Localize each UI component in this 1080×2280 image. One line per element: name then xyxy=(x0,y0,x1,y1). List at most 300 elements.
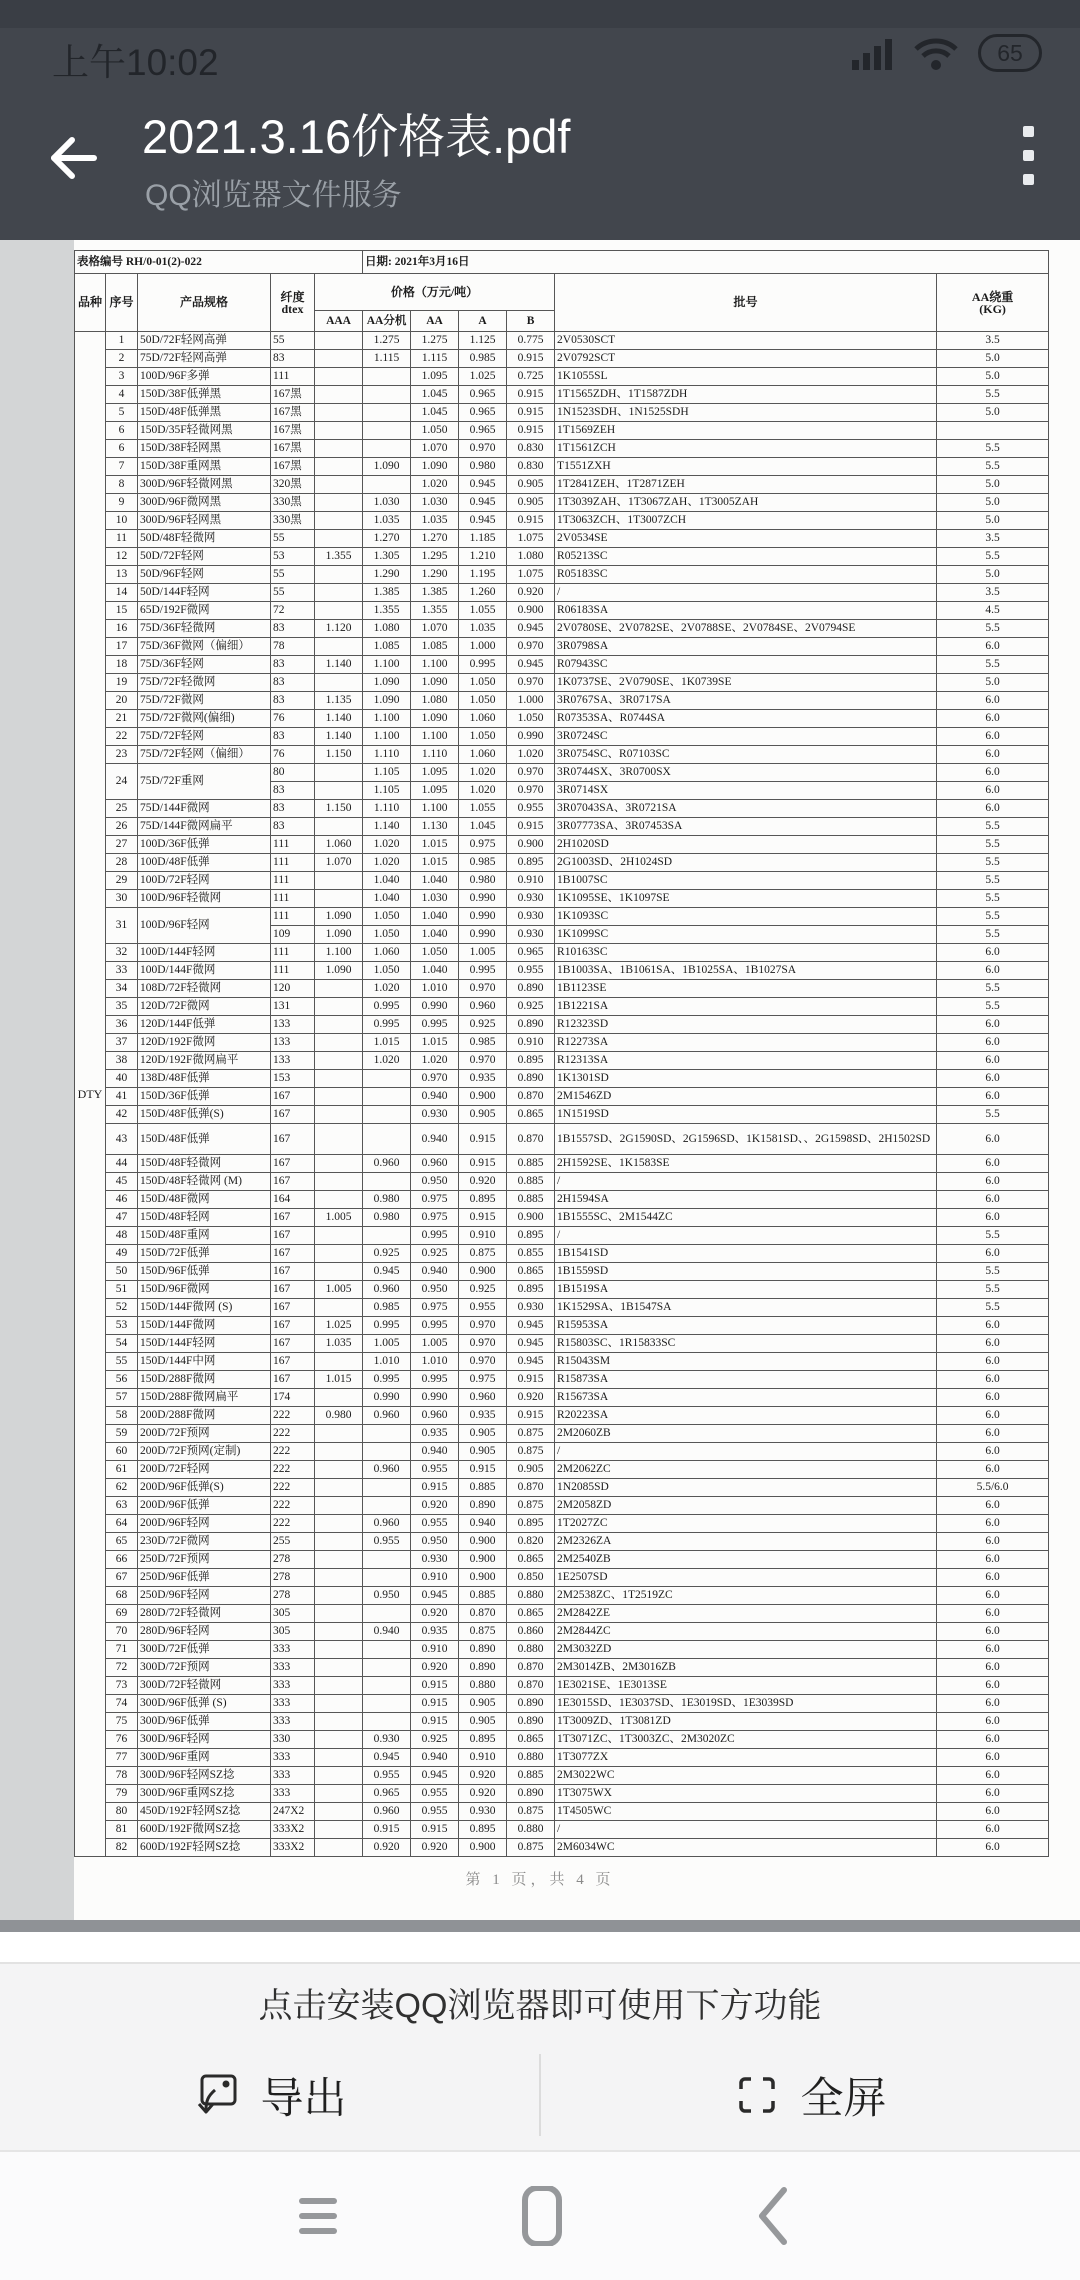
table-row xyxy=(75,368,1049,386)
cell-num xyxy=(363,1443,411,1461)
table-row xyxy=(75,656,1049,674)
cell-dtex: 83 xyxy=(271,620,315,638)
cell-num: 0.945 xyxy=(507,620,555,638)
cell-dtex: 109 xyxy=(271,926,315,944)
cell-num: 0.970 xyxy=(459,980,507,998)
cell-spec: 75D/72F微网(偏细) xyxy=(138,710,271,728)
cell-seq: 28 xyxy=(106,854,138,872)
cell-num: 0.960 xyxy=(363,1803,411,1821)
cell-wt: 6.0 xyxy=(937,1353,1049,1371)
cell-dtex: 153 xyxy=(271,1070,315,1088)
cell-seq: 71 xyxy=(106,1641,138,1659)
cell-num: 1.260 xyxy=(459,584,507,602)
cell-wt: 6.0 xyxy=(937,1749,1049,1767)
cell-num: 1.115 xyxy=(363,350,411,368)
cell-seq: 48 xyxy=(106,1227,138,1245)
cell-num: 1.020 xyxy=(363,980,411,998)
cell-num: 0.940 xyxy=(411,1263,459,1281)
cell-dtex: 55 xyxy=(271,332,315,350)
cell-wt: 6.0 xyxy=(937,1533,1049,1551)
cell-wt: 5.0 xyxy=(937,350,1049,368)
cell-num: 1.045 xyxy=(411,386,459,404)
cell-dtex: 167 xyxy=(271,1124,315,1155)
cell-dtex: 120 xyxy=(271,980,315,998)
cell-batch: 2M2538ZC、1T2519ZC xyxy=(555,1587,937,1605)
export-button[interactable] xyxy=(0,2040,539,2150)
cell-num: 0.880 xyxy=(507,1821,555,1839)
cell-dtex: 83 xyxy=(271,692,315,710)
cell-wt: 5.5 xyxy=(937,386,1049,404)
cell-num: 1.055 xyxy=(459,800,507,818)
cell-num: 1.075 xyxy=(507,566,555,584)
cell-num: 0.970 xyxy=(459,1335,507,1353)
cell-seq: 58 xyxy=(106,1407,138,1425)
cell-num: 0.915 xyxy=(459,1209,507,1227)
cell-num: 0.945 xyxy=(459,476,507,494)
table-row xyxy=(75,1785,1049,1803)
cell-num xyxy=(315,422,363,440)
cell-num: 0.970 xyxy=(459,1317,507,1335)
cell-wt: 5.0 xyxy=(937,368,1049,386)
cell-num: 0.940 xyxy=(459,1515,507,1533)
cell-wt: 6.0 xyxy=(937,1034,1049,1052)
cell-batch: R10163SC xyxy=(555,944,937,962)
cell-spec: 200D/72F轻网 xyxy=(138,1461,271,1479)
cell-dtex: 55 xyxy=(271,566,315,584)
table-row xyxy=(75,620,1049,638)
cell-seq: 22 xyxy=(106,728,138,746)
cell-num: 1.025 xyxy=(459,368,507,386)
cell-num: 1.050 xyxy=(363,926,411,944)
cell-num: 0.970 xyxy=(459,1353,507,1371)
cell-spec: 300D/96F重网 xyxy=(138,1749,271,1767)
cell-batch: 1B1003SA、1B1061SA、1B1025SA、1B1027SA xyxy=(555,962,937,980)
cell-dtex: 333 xyxy=(271,1695,315,1713)
cell-num: 0.915 xyxy=(459,1155,507,1173)
cell-num xyxy=(315,1461,363,1479)
cell-num: 0.990 xyxy=(363,1389,411,1407)
cell-num: 0.910 xyxy=(507,872,555,890)
cell-num: 1.035 xyxy=(363,512,411,530)
cell-num: 1.090 xyxy=(411,458,459,476)
cell-batch: R15043SM xyxy=(555,1353,937,1371)
cell-num: 0.915 xyxy=(411,1713,459,1731)
cell-wt: 6.0 xyxy=(937,746,1049,764)
cell-spec: 150D/48F低弹 xyxy=(138,1124,271,1155)
table-row xyxy=(75,890,1049,908)
cell-num: 0.870 xyxy=(507,1479,555,1497)
cell-seq: 33 xyxy=(106,962,138,980)
cell-num: 1.045 xyxy=(459,818,507,836)
cell-num: 1.120 xyxy=(315,620,363,638)
cell-batch: R15803SC、1R15833SC xyxy=(555,1335,937,1353)
cell-spec: 75D/72F轻网 xyxy=(138,728,271,746)
cell-dtex: 167 xyxy=(271,1245,315,1263)
cell-wt: 5.5 xyxy=(937,620,1049,638)
cell-num xyxy=(315,872,363,890)
col-header-aafj: AA分机 xyxy=(363,311,411,332)
cell-num: 0.920 xyxy=(507,584,555,602)
cell-num: 0.915 xyxy=(507,818,555,836)
table-row xyxy=(75,1173,1049,1191)
cell-spec: 50D/72F轻网 xyxy=(138,548,271,566)
cell-num xyxy=(315,638,363,656)
cell-num: 0.820 xyxy=(507,1533,555,1551)
cell-wt: 5.5 xyxy=(937,980,1049,998)
cell-batch: 1B1559SD xyxy=(555,1263,937,1281)
cell-num: 0.980 xyxy=(315,1407,363,1425)
cell-num: 1.035 xyxy=(315,1335,363,1353)
cell-batch: 3R0754SC、R07103SC xyxy=(555,746,937,764)
cell-batch: R05183SC xyxy=(555,566,937,584)
price-table xyxy=(74,250,1049,1857)
cell-num: 0.960 xyxy=(363,1407,411,1425)
cell-wt: 6.0 xyxy=(937,1695,1049,1713)
cell-spec: 75D/72F轻网（偏细） xyxy=(138,746,271,764)
table-row xyxy=(75,1569,1049,1587)
cell-batch: 2M6034WC xyxy=(555,1839,937,1857)
cell-num: 1.080 xyxy=(411,692,459,710)
cell-wt: 5.5 xyxy=(937,998,1049,1016)
cell-num: 0.725 xyxy=(507,368,555,386)
cell-num: 0.995 xyxy=(411,1317,459,1335)
cell-num xyxy=(315,1124,363,1155)
cell-num: 0.915 xyxy=(507,350,555,368)
cell-num: 0.775 xyxy=(507,332,555,350)
cell-num: 0.900 xyxy=(507,1209,555,1227)
table-row xyxy=(75,1353,1049,1371)
cell-batch: / xyxy=(555,1443,937,1461)
cell-num: 1.140 xyxy=(315,710,363,728)
app-bar xyxy=(0,90,1080,240)
cell-num: 1.020 xyxy=(459,764,507,782)
cell-seq: 72 xyxy=(106,1659,138,1677)
cell-batch: 1N1519SD xyxy=(555,1106,937,1124)
cell-seq: 61 xyxy=(106,1461,138,1479)
cell-num xyxy=(315,530,363,548)
cell-num: 0.880 xyxy=(507,1641,555,1659)
cell-num: 0.895 xyxy=(507,1515,555,1533)
cell-dtex: 333 xyxy=(271,1713,315,1731)
cell-seq: 50 xyxy=(106,1263,138,1281)
table-row xyxy=(75,1677,1049,1695)
cell-num xyxy=(315,566,363,584)
cell-num: 1.095 xyxy=(411,764,459,782)
cell-seq: 1 xyxy=(106,332,138,350)
cell-num: 1.050 xyxy=(507,710,555,728)
cell-seq: 19 xyxy=(106,674,138,692)
cell-batch: 1T3063ZCH、1T3007ZCH xyxy=(555,512,937,530)
cell-batch: R12313SA xyxy=(555,1052,937,1070)
pdf-viewer xyxy=(0,240,1080,1920)
table-row xyxy=(75,1335,1049,1353)
cell-wt: 6.0 xyxy=(937,1659,1049,1677)
fullscreen-icon xyxy=(735,2073,779,2117)
cell-dtex: 53 xyxy=(271,548,315,566)
cell-seq: 12 xyxy=(106,548,138,566)
cell-num: 1.005 xyxy=(459,944,507,962)
cell-seq: 4 xyxy=(106,386,138,404)
cell-num: 0.875 xyxy=(459,1623,507,1641)
cell-num: 0.920 xyxy=(411,1659,459,1677)
cell-num: 1.010 xyxy=(411,980,459,998)
cell-num xyxy=(315,1106,363,1124)
cell-num: 0.880 xyxy=(507,1749,555,1767)
cell-num xyxy=(315,1389,363,1407)
cell-batch: R15873SA xyxy=(555,1371,937,1389)
cell-batch: R05213SC xyxy=(555,548,937,566)
table-row xyxy=(75,854,1049,872)
cell-seq: 47 xyxy=(106,1209,138,1227)
nav-home-icon[interactable] xyxy=(520,2186,564,2246)
table-row xyxy=(75,638,1049,656)
cell-spec: 300D/72F轻微网 xyxy=(138,1677,271,1695)
cell-num: 0.870 xyxy=(507,1124,555,1155)
cell-batch: 1T3077ZX xyxy=(555,1749,937,1767)
cell-num xyxy=(315,1173,363,1191)
cell-num: 0.915 xyxy=(507,1407,555,1425)
cell-num xyxy=(315,1767,363,1785)
cell-spec: 200D/96F低弹(S) xyxy=(138,1479,271,1497)
cell-dtex: 111 xyxy=(271,944,315,962)
cell-wt: 5.0 xyxy=(937,476,1049,494)
cell-num: 0.955 xyxy=(411,1461,459,1479)
cell-wt: 5.5 xyxy=(937,908,1049,926)
back-arrow-icon[interactable] xyxy=(42,128,102,188)
cell-batch: 1K1055SL xyxy=(555,368,937,386)
cell-wt: 6.0 xyxy=(937,800,1049,818)
cell-num: 0.875 xyxy=(507,1839,555,1857)
cell-seq: 60 xyxy=(106,1443,138,1461)
col-header-variety: 品种 xyxy=(75,274,106,332)
cell-num xyxy=(315,1821,363,1839)
cell-num: 0.905 xyxy=(459,1106,507,1124)
cell-num: 0.920 xyxy=(411,1497,459,1515)
cell-dtex: 222 xyxy=(271,1425,315,1443)
status-bar xyxy=(0,0,1080,90)
cell-num: 0.900 xyxy=(459,1263,507,1281)
cell-dtex: 174 xyxy=(271,1389,315,1407)
cell-num: 1.110 xyxy=(363,800,411,818)
cell-spec: 120D/192F微网 xyxy=(138,1034,271,1052)
cell-num: 1.005 xyxy=(315,1281,363,1299)
cell-num: 0.955 xyxy=(363,1767,411,1785)
cell-dtex: 167 xyxy=(271,1173,315,1191)
cell-batch: 1B1123SE xyxy=(555,980,937,998)
cell-batch: 1E3015SD、1E3037SD、1E3019SD、1E3039SD xyxy=(555,1695,937,1713)
install-banner[interactable] xyxy=(0,1962,1080,2040)
cell-wt: 6.0 xyxy=(937,962,1049,980)
cell-dtex: 330黑 xyxy=(271,512,315,530)
cell-seq: 41 xyxy=(106,1088,138,1106)
cell-num xyxy=(315,368,363,386)
cell-spec: 65D/192F微网 xyxy=(138,602,271,620)
cell-dtex: 333X2 xyxy=(271,1839,315,1857)
cell-seq: 82 xyxy=(106,1839,138,1857)
cell-batch: 2V0530SCT xyxy=(555,332,937,350)
cell-num xyxy=(315,1569,363,1587)
cell-num: 1.060 xyxy=(315,836,363,854)
cell-num: 1.100 xyxy=(315,944,363,962)
cell-num: 0.890 xyxy=(459,1497,507,1515)
cell-num: 1.150 xyxy=(315,800,363,818)
cell-num: 1.050 xyxy=(363,962,411,980)
cell-dtex: 330 xyxy=(271,1731,315,1749)
cell-num: 0.940 xyxy=(411,1443,459,1461)
cell-num: 0.985 xyxy=(459,854,507,872)
cell-dtex: 167黑 xyxy=(271,440,315,458)
cell-dtex: 78 xyxy=(271,638,315,656)
cell-num: 0.885 xyxy=(459,1587,507,1605)
cell-wt: 6.0 xyxy=(937,1088,1049,1106)
cell-seq: 32 xyxy=(106,944,138,962)
cell-num: 0.970 xyxy=(459,440,507,458)
cell-seq: 10 xyxy=(106,512,138,530)
cell-spec: 600D/192F微网SZ捻 xyxy=(138,1821,271,1839)
cell-spec: 150D/48F轻微网 xyxy=(138,1155,271,1173)
cell-num: 0.965 xyxy=(459,386,507,404)
cell-batch: 1B1541SD xyxy=(555,1245,937,1263)
cell-batch: 2V0792SCT xyxy=(555,350,937,368)
cell-dtex: 83 xyxy=(271,800,315,818)
cell-num xyxy=(315,782,363,800)
cell-spec: 100D/144F轻网 xyxy=(138,944,271,962)
cell-num: 0.875 xyxy=(507,1425,555,1443)
cell-dtex: 83 xyxy=(271,782,315,800)
cell-num: 1.100 xyxy=(411,656,459,674)
cell-spec: 75D/36F轻网 xyxy=(138,656,271,674)
cell-num xyxy=(363,1695,411,1713)
cell-batch: 2G1003SD、2H1024SD xyxy=(555,854,937,872)
cell-num: 1.140 xyxy=(315,656,363,674)
cell-dtex: 167 xyxy=(271,1353,315,1371)
cell-num: 0.950 xyxy=(411,1173,459,1191)
cell-spec: 108D/72F轻微网 xyxy=(138,980,271,998)
cell-num: 1.080 xyxy=(363,620,411,638)
cell-num xyxy=(363,1479,411,1497)
cell-batch: 2M3032ZD xyxy=(555,1641,937,1659)
kebab-menu-icon[interactable] xyxy=(1023,126,1034,185)
cell-wt: 6.0 xyxy=(937,1425,1049,1443)
form-date: 日期: 2021年3月16日 xyxy=(363,251,1049,274)
cell-dtex: 333 xyxy=(271,1785,315,1803)
cell-num: 1.005 xyxy=(411,1335,459,1353)
cell-batch: 2M3022WC xyxy=(555,1767,937,1785)
cell-num: 1.015 xyxy=(363,1034,411,1052)
cell-spec: 50D/96F轻网 xyxy=(138,566,271,584)
cell-num: 1.295 xyxy=(411,548,459,566)
cell-num: 0.925 xyxy=(363,1245,411,1263)
table-row xyxy=(75,998,1049,1016)
table-row xyxy=(75,440,1049,458)
cell-batch: 3R07043SA、3R0721SA xyxy=(555,800,937,818)
cell-num: 0.975 xyxy=(411,1209,459,1227)
cell-num: 0.915 xyxy=(507,1371,555,1389)
cell-dtex: 83 xyxy=(271,728,315,746)
cell-wt: 5.5 xyxy=(937,1281,1049,1299)
cell-num: 0.960 xyxy=(363,1281,411,1299)
cell-num: 0.925 xyxy=(459,1016,507,1034)
cell-seq: 27 xyxy=(106,836,138,854)
cell-num: 1.385 xyxy=(411,584,459,602)
cell-num: 1.055 xyxy=(459,602,507,620)
cell-wt: 5.5 xyxy=(937,890,1049,908)
cell-spec: 150D/144F中网 xyxy=(138,1353,271,1371)
cell-num: 0.930 xyxy=(507,908,555,926)
cell-num: 0.920 xyxy=(411,1605,459,1623)
nav-menu-icon[interactable] xyxy=(296,2186,340,2246)
cell-spec: 300D/96F微网黑 xyxy=(138,494,271,512)
nav-back-icon[interactable] xyxy=(756,2186,790,2246)
cell-spec: 300D/72F预网 xyxy=(138,1659,271,1677)
cell-batch: 2M2060ZB xyxy=(555,1425,937,1443)
cell-num: 0.955 xyxy=(459,1299,507,1317)
cell-spec: 300D/72F低弹 xyxy=(138,1641,271,1659)
table-row xyxy=(75,1106,1049,1124)
cell-wt: 6.0 xyxy=(937,1623,1049,1641)
cell-num: 1.140 xyxy=(315,728,363,746)
cell-seq: 53 xyxy=(106,1317,138,1335)
table-row xyxy=(75,458,1049,476)
cell-wt: 6.0 xyxy=(937,1803,1049,1821)
cell-num: 1.135 xyxy=(315,692,363,710)
cell-batch: 1T1561ZCH xyxy=(555,440,937,458)
cell-wt: 6.0 xyxy=(937,1461,1049,1479)
cell-num: 1.005 xyxy=(315,1209,363,1227)
document-title: 2021.3.16价格表.pdf xyxy=(142,110,571,163)
table-row xyxy=(75,476,1049,494)
cell-wt: 5.0 xyxy=(937,674,1049,692)
cell-dtex: 333 xyxy=(271,1677,315,1695)
cell-spec: 250D/72F预网 xyxy=(138,1551,271,1569)
cell-num: 0.935 xyxy=(411,1623,459,1641)
cell-num: 1.385 xyxy=(363,584,411,602)
cell-num: 1.105 xyxy=(363,764,411,782)
cell-num: 0.865 xyxy=(507,1605,555,1623)
cell-wt: 6.0 xyxy=(937,1677,1049,1695)
status-time: 上午10:02 xyxy=(52,42,219,83)
cell-batch: 1K1093SC xyxy=(555,908,937,926)
fullscreen-button[interactable] xyxy=(541,2040,1080,2150)
cell-num: 0.875 xyxy=(507,1497,555,1515)
cell-batch: 1K1095SE、1K1097SE xyxy=(555,890,937,908)
cell-num: 0.980 xyxy=(363,1191,411,1209)
table-row xyxy=(75,1803,1049,1821)
cell-batch: 3R0744SX、3R0700SX xyxy=(555,764,937,782)
col-header-aa: AA xyxy=(411,311,459,332)
cell-num: 0.915 xyxy=(507,404,555,422)
cell-num xyxy=(363,1173,411,1191)
cell-spec: 280D/72F轻微网 xyxy=(138,1605,271,1623)
cell-num: 1.305 xyxy=(363,548,411,566)
table-row xyxy=(75,1515,1049,1533)
cell-num: 1.125 xyxy=(459,332,507,350)
cell-num: 1.355 xyxy=(315,548,363,566)
cell-seq: 5 xyxy=(106,404,138,422)
cell-spec: 75D/36F微网（偏细） xyxy=(138,638,271,656)
cell-num: 0.990 xyxy=(507,728,555,746)
cell-seq: 43 xyxy=(106,1124,138,1155)
cell-seq: 20 xyxy=(106,692,138,710)
cell-seq: 56 xyxy=(106,1371,138,1389)
cell-num: 0.915 xyxy=(459,1124,507,1155)
table-row xyxy=(75,332,1049,350)
cell-batch: 2M2326ZA xyxy=(555,1533,937,1551)
cell-num: 0.945 xyxy=(459,512,507,530)
cell-num: 0.940 xyxy=(411,1124,459,1155)
table-row xyxy=(75,1070,1049,1088)
cell-seq: 24 xyxy=(106,764,138,800)
